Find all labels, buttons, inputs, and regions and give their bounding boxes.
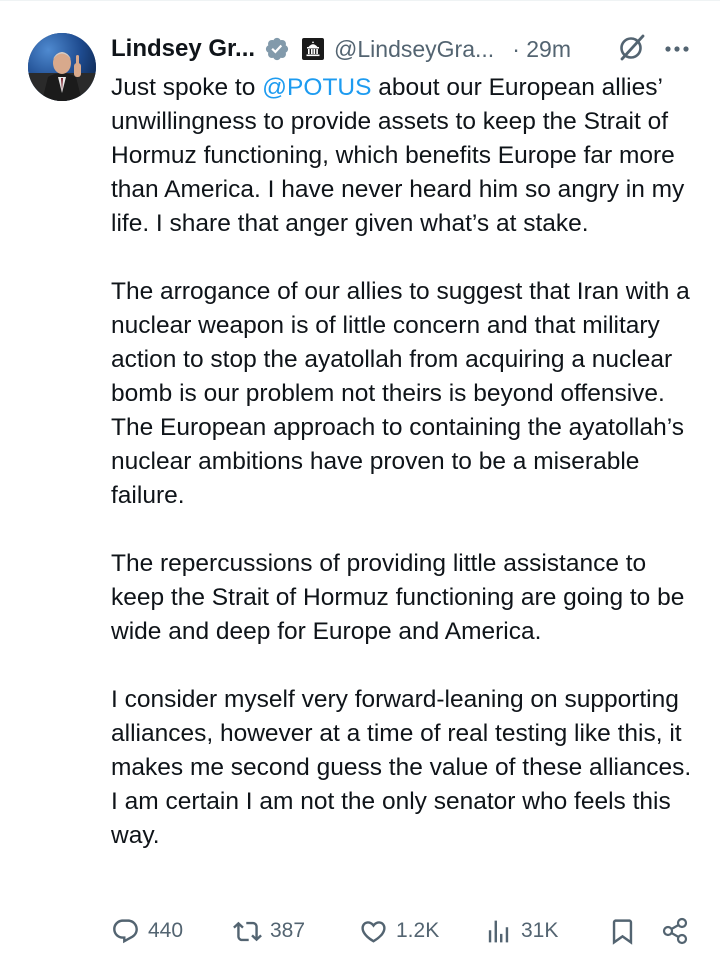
tweet-paragraph-4: I consider myself very forward-leaning on supporting alliances, however at a time of real testing like this, it makes me second guess the value of these alliances. I am certain I am not the only senator who feels this way. xyxy=(111,686,692,849)
author-handle[interactable]: @LindseyGra... xyxy=(334,35,495,62)
tweet-text-segment: Just spoke to xyxy=(111,74,263,101)
tweet-header xyxy=(111,30,571,68)
tweet-paragraph-1 xyxy=(111,71,701,241)
views-button[interactable] xyxy=(484,910,558,952)
tweet-text-segment: about our European allies’ unwillingness to provide assets to keep the Strait of Hormuz functioning, which benefits Europe far more than America. I have never heard him so angry in my life. I share that anger given what’s at stake. xyxy=(111,74,685,237)
views-icon xyxy=(484,917,513,946)
avatar[interactable] xyxy=(28,33,96,101)
reply-count: 440 xyxy=(148,919,184,942)
verified-badge-icon[interactable] xyxy=(264,36,290,62)
repost-icon xyxy=(233,917,262,946)
action-bar xyxy=(0,910,720,952)
like-icon xyxy=(359,917,388,946)
reply-icon xyxy=(111,917,140,946)
tweet-timestamp[interactable]: · 29m xyxy=(512,35,571,62)
share-icon xyxy=(660,916,690,946)
tweet-text xyxy=(111,71,701,853)
tweet-paragraph-3: The repercussions of providing little assistance to keep the Strait of Hormuz functioning are going to be wide and deep for Europe and America. xyxy=(111,550,685,645)
bookmark-icon xyxy=(608,917,637,946)
government-affiliation-icon[interactable] xyxy=(302,38,324,60)
views-count: 31K xyxy=(521,919,559,942)
like-button[interactable] xyxy=(359,910,439,952)
tweet-paragraph-2: The arrogance of our allies to suggest that Iran with a nuclear weapon is of little concern and that military action to stop the ayatollah from acquiring a nuclear bomb is our problem not theirs is beyond offensive. The European approach to containing the ayatollah’s nuclear ambitions have proven to be a miserable failure. xyxy=(111,278,690,509)
share-button[interactable] xyxy=(660,910,690,952)
avatar-photo xyxy=(28,33,96,101)
bookmark-button[interactable] xyxy=(608,910,637,952)
repost-count: 387 xyxy=(270,919,306,942)
reply-button[interactable] xyxy=(111,910,183,952)
repost-button[interactable] xyxy=(233,910,305,952)
like-count: 1.2K xyxy=(396,919,440,942)
mention-link[interactable]: @POTUS xyxy=(262,74,372,101)
top-divider xyxy=(0,0,720,1)
grok-icon[interactable] xyxy=(617,32,647,62)
more-icon[interactable] xyxy=(662,34,692,64)
author-display-name[interactable]: Lindsey Gr... xyxy=(111,35,256,62)
